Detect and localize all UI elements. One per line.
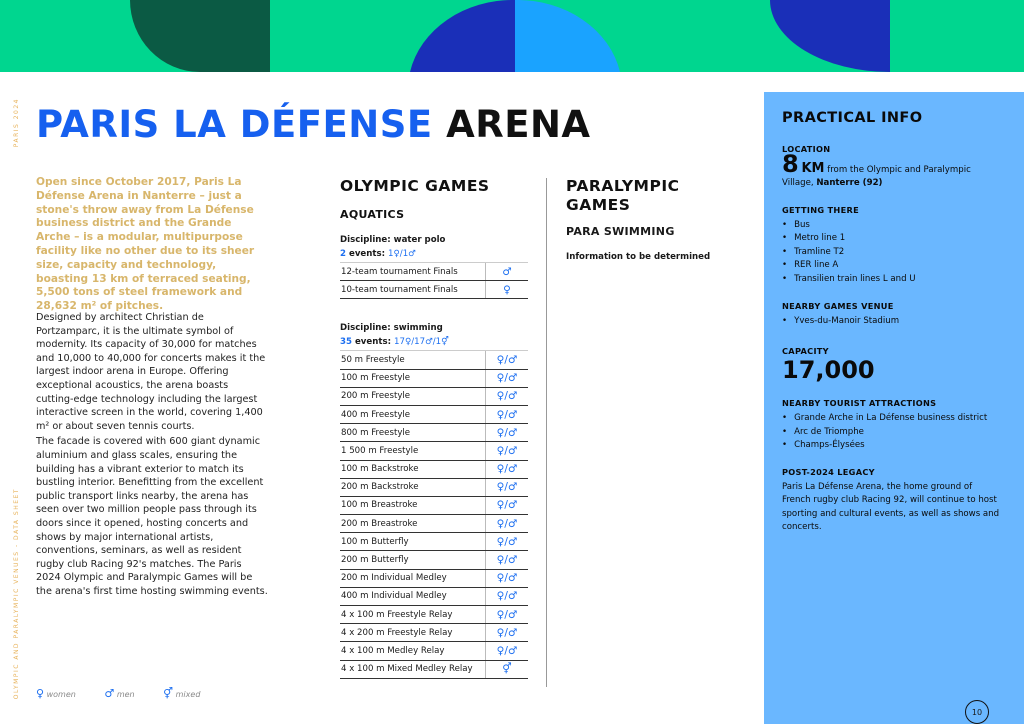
gender-icon: ♀ xyxy=(485,281,528,298)
table-row xyxy=(340,424,528,442)
legend-mixed xyxy=(163,687,201,700)
table-row xyxy=(340,442,528,460)
table-row xyxy=(340,461,528,479)
events-count: 35 xyxy=(340,337,352,348)
body-paragraph: The facade is covered with 600 giant dynamic aluminium and glass scales, ensuring the building has a vibrant exterior to match its bustling interior. Benefitting from the excellent public transport links nearby, the arena has seen over two million people pass through its doors since it opened, hosting concerts and shows by major international artists, conventions, seminars, as well as resident rugby club Racing 92's matches. The Paris 2024 Olympic and Paralympic Games will be the arena's first time hosting swimming events. xyxy=(36,436,268,597)
mixed-icon: ⚥ xyxy=(163,687,174,700)
practical-info-panel xyxy=(764,92,1024,724)
water-polo-events xyxy=(340,249,528,259)
table-row xyxy=(340,661,528,679)
gender-icon: ♀/♂ xyxy=(485,551,528,568)
gender-icon: ♀/♂ xyxy=(485,388,528,405)
legacy-text: Paris La Défense Arena, the home ground of French rugby club Racing 92, will continue to host sporting and cultural events, as well as shows and concerts. xyxy=(782,481,1000,532)
table-row xyxy=(340,370,528,388)
gender-icon: ♀/♂ xyxy=(485,461,528,478)
events-label: events: xyxy=(354,337,392,348)
table-row xyxy=(340,588,528,606)
list-item: • Yves-du-Manoir Stadium xyxy=(782,315,1002,329)
legend-mixed-label: mixed xyxy=(175,690,201,699)
location-distance: 8 xyxy=(782,150,799,178)
event-name: 100 m Butterfly xyxy=(341,536,409,547)
table-row xyxy=(340,406,528,424)
discipline-swimming: Discipline: swimming xyxy=(340,323,443,334)
gender-icon: ♀/♂ xyxy=(485,515,528,532)
location-info xyxy=(782,150,1002,191)
table-row xyxy=(340,388,528,406)
table-row xyxy=(340,570,528,588)
gender-icon: ♀/♂ xyxy=(485,442,528,459)
event-name: 100 m Backstroke xyxy=(341,464,419,475)
page-number: 10 xyxy=(965,700,989,724)
legend-men xyxy=(104,687,135,700)
page-title xyxy=(36,103,591,146)
list-item: • Tramline T2 xyxy=(782,246,1002,260)
legend-men-label: men xyxy=(116,690,135,699)
event-name: 10-team tournament Finals xyxy=(341,284,458,295)
water-polo-table xyxy=(340,262,528,299)
location-unit: KM xyxy=(801,161,825,176)
events-breakdown: 17♀/17♂/1⚥ xyxy=(394,337,449,348)
table-row xyxy=(340,350,528,369)
table-row xyxy=(340,262,528,281)
event-name: 50 m Freestyle xyxy=(341,354,405,365)
gender-icon: ♀/♂ xyxy=(485,351,528,368)
event-name: 200 m Freestyle xyxy=(341,391,411,402)
event-name: 4 x 200 m Freestyle Relay xyxy=(341,627,453,638)
gender-icon: ♀/♂ xyxy=(485,497,528,514)
side-label-bottom: OLYMPIC AND PARALYMPIC VENUES - DATA SHEET xyxy=(13,488,20,700)
gender-icon: ♀/♂ xyxy=(485,424,528,441)
intro-paragraph: Open since October 2017, Paris La Défense Arena in Nanterre – just a stone's throw away from La Défense business district and the Grande Arche – is a modular, multipurpose facility like no other due to its sheer size, capacity and technology, boasting 13 km of terraced seating, 5,500 tons of steel framework and 28,632 m² of pitches. xyxy=(36,176,255,313)
capacity-value: 17,000 xyxy=(782,356,875,385)
gender-icon: ⚥ xyxy=(485,661,528,678)
table-row xyxy=(340,515,528,533)
legend-women xyxy=(36,687,76,700)
table-row xyxy=(340,624,528,642)
male-icon: ♂ xyxy=(104,687,115,700)
list-item: • RER line A xyxy=(782,259,1002,273)
legend-women-label: women xyxy=(46,690,76,699)
event-name: 200 m Backstroke xyxy=(341,482,419,493)
table-row xyxy=(340,551,528,569)
column-divider xyxy=(546,178,547,687)
header-banner xyxy=(0,0,1024,72)
getting-there-list xyxy=(782,219,1002,287)
event-name: 800 m Freestyle xyxy=(341,427,411,438)
tourist-heading: NEARBY TOURIST ATTRACTIONS xyxy=(782,398,937,409)
capacity-heading: CAPACITY xyxy=(782,346,829,357)
list-item: • Champs-Élysées xyxy=(782,439,1002,453)
event-name: 1 500 m Freestyle xyxy=(341,445,419,456)
event-name: 4 x 100 m Mixed Medley Relay xyxy=(341,664,473,675)
paralympic-sport: PARA SWIMMING xyxy=(566,225,675,238)
event-name: 200 m Individual Medley xyxy=(341,573,447,584)
swimming-table xyxy=(340,350,528,678)
gender-icon: ♀/♂ xyxy=(485,642,528,659)
nearby-venue-heading: NEARBY GAMES VENUE xyxy=(782,300,894,311)
gender-icon: ♀/♂ xyxy=(485,624,528,641)
side-label-top: PARIS 2024 xyxy=(13,98,20,148)
events-breakdown: 1♀/1♂ xyxy=(388,249,416,259)
list-item: • Metro line 1 xyxy=(782,232,1002,246)
gender-icon: ♀/♂ xyxy=(485,570,528,587)
location-place: Nanterre (92) xyxy=(816,178,883,189)
table-row xyxy=(340,533,528,551)
gender-icon: ♀/♂ xyxy=(485,606,528,623)
event-name: 200 m Breastroke xyxy=(341,518,418,529)
body-text xyxy=(36,311,268,600)
gender-icon: ♀/♂ xyxy=(485,406,528,423)
practical-title: PRACTICAL INFO xyxy=(782,110,923,126)
title-part-1: PARIS LA DÉFENSE xyxy=(36,103,433,146)
table-row xyxy=(340,281,528,299)
table-row xyxy=(340,497,528,515)
body-paragraph: Designed by architect Christian de Portzamparc, it is the ultimate symbol of modernity. Its capacity of 30,000 for matches and 10,000 to 40,000 for concerts makes it the largest indoor arena in Europe. Offering exceptional acoustics, the arena boasts cutting-edge technology including the largest interactive screen in the world, covering 1,400 m² or about seven tennis courts. xyxy=(36,312,266,432)
list-item: • Grande Arche in La Défense business district xyxy=(782,412,1002,426)
olympic-sport: AQUATICS xyxy=(340,208,405,221)
table-row xyxy=(340,642,528,660)
tourist-list xyxy=(782,412,1002,453)
discipline-water-polo: Discipline: water polo xyxy=(340,235,446,245)
olympic-heading: OLYMPIC GAMES xyxy=(340,177,490,195)
legacy-heading: POST-2024 LEGACY xyxy=(782,466,875,477)
paralympic-heading: PARALYMPIC GAMES xyxy=(566,177,680,214)
event-name: 400 m Freestyle xyxy=(341,409,411,420)
paralympic-info: Information to be determined xyxy=(566,252,711,262)
gender-icon: ♀/♂ xyxy=(485,370,528,387)
list-item: • Transilien train lines L and U xyxy=(782,273,1002,287)
swimming-events xyxy=(340,337,528,347)
getting-there-heading: GETTING THERE xyxy=(782,204,859,215)
banner-graphic xyxy=(0,0,1024,72)
gender-icon: ♀/♂ xyxy=(485,588,528,605)
events-label: events: xyxy=(348,249,386,259)
gender-icon: ♂ xyxy=(485,263,528,280)
table-row xyxy=(340,606,528,624)
event-name: 200 m Butterfly xyxy=(341,555,409,566)
list-item: • Bus xyxy=(782,219,1002,233)
location-text: from the Olympic and Paralympic Village, xyxy=(782,165,971,189)
event-name: 4 x 100 m Freestyle Relay xyxy=(341,609,453,620)
gender-icon: ♀/♂ xyxy=(485,479,528,496)
title-part-2: ARENA xyxy=(446,103,591,146)
legend xyxy=(36,687,226,700)
event-name: 400 m Individual Medley xyxy=(341,591,447,602)
location-heading: LOCATION xyxy=(782,144,831,154)
event-name: 12-team tournament Finals xyxy=(341,266,458,277)
gender-icon: ♀/♂ xyxy=(485,533,528,550)
female-icon: ♀ xyxy=(36,687,45,700)
table-row xyxy=(340,479,528,497)
list-item: • Arc de Triomphe xyxy=(782,426,1002,440)
olympic-column xyxy=(340,177,528,679)
event-name: 100 m Breastroke xyxy=(341,500,418,511)
nearby-venue-list xyxy=(782,315,1002,329)
paralympic-column xyxy=(566,177,746,262)
event-name: 100 m Freestyle xyxy=(341,373,411,384)
event-name: 4 x 100 m Medley Relay xyxy=(341,645,445,656)
events-count: 2 xyxy=(340,249,346,259)
